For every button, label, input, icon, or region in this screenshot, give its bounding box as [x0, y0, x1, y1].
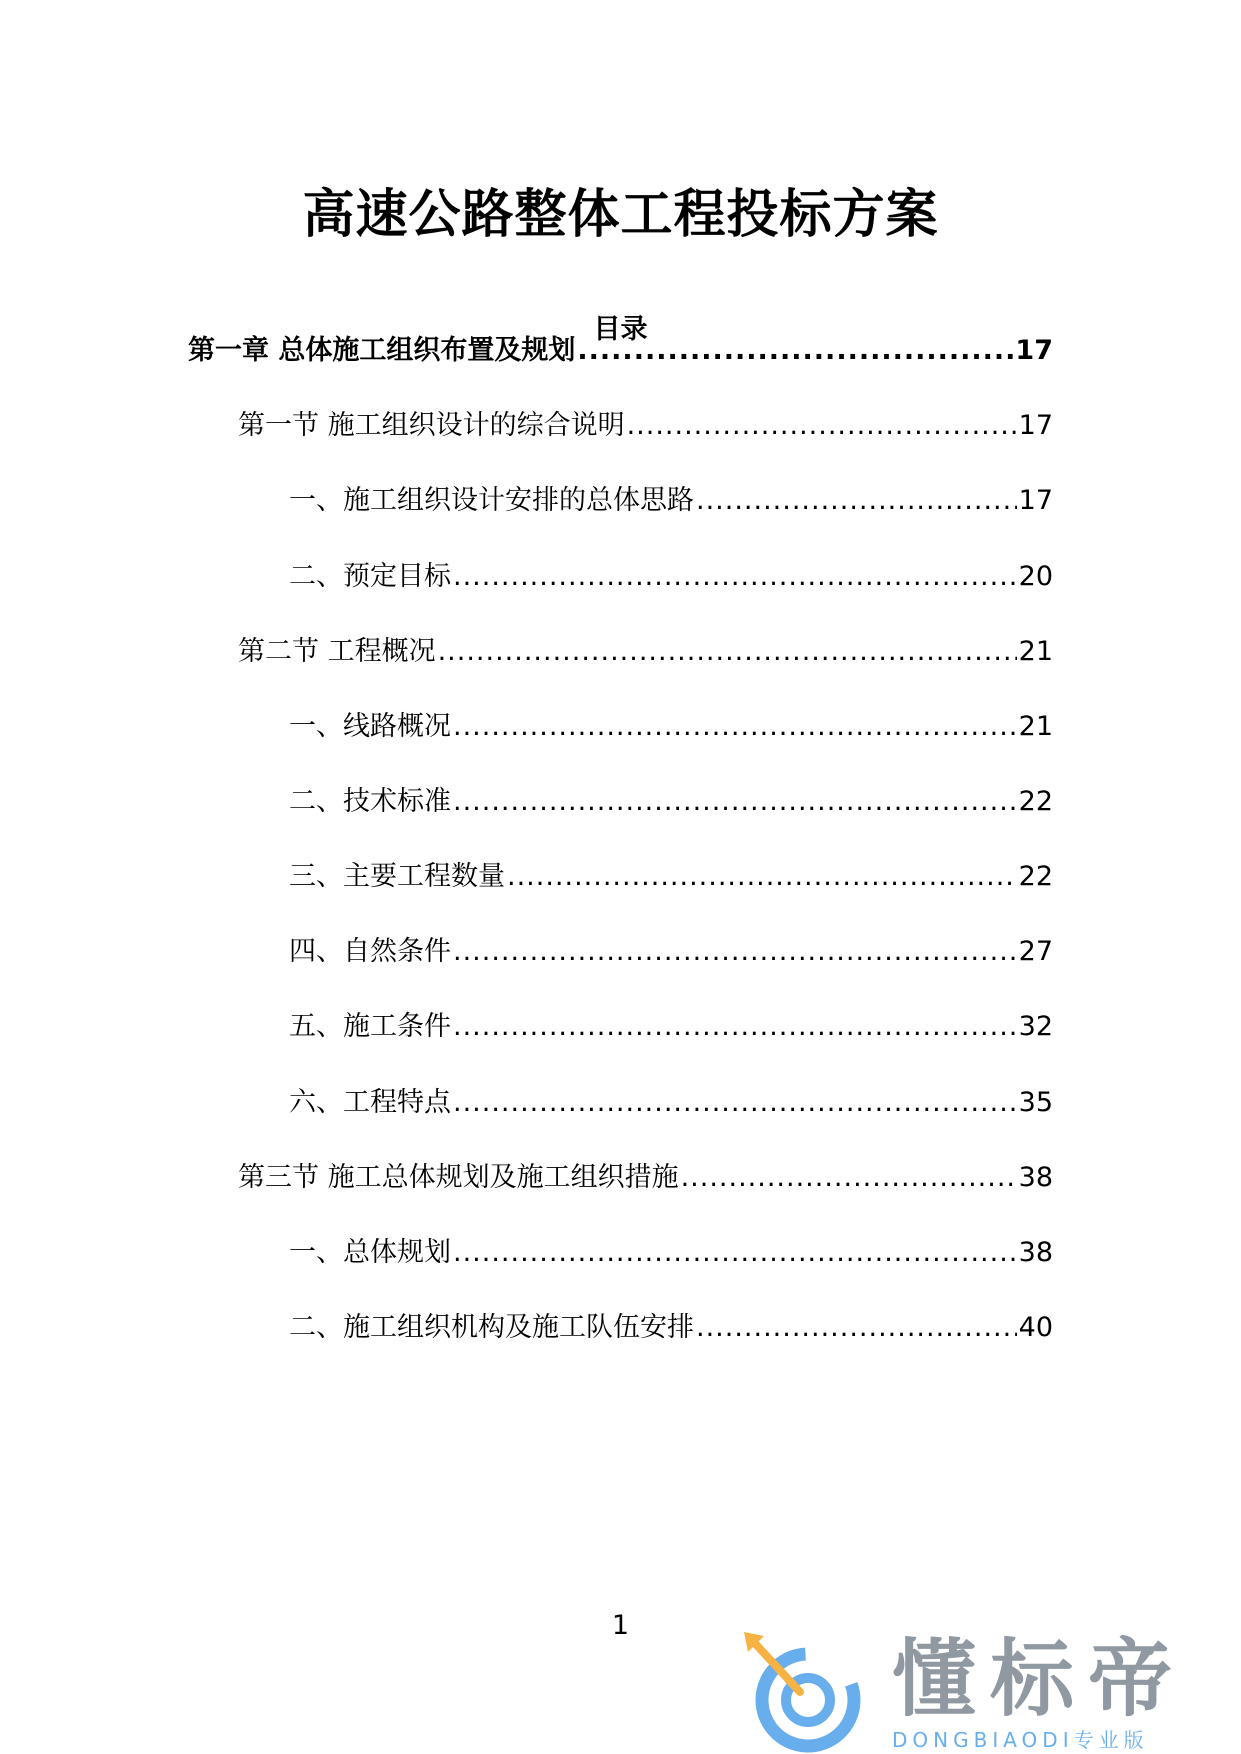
toc-leader-dots	[453, 782, 1017, 822]
toc-entry-text: 第三节 施工总体规划及施工组织措施	[238, 1162, 679, 1193]
toc-entry-text: 一、线路概况	[289, 711, 451, 742]
toc-page-number: 27	[1018, 936, 1053, 967]
toc-entry-text: 第二节 工程概况	[238, 636, 436, 667]
toc-page-number: 22	[1018, 861, 1053, 892]
toc-page-number: 17	[1018, 485, 1053, 516]
toc-entry-text: 四、自然条件	[289, 936, 451, 967]
toc-page-number: 40	[1018, 1312, 1053, 1343]
toc-page-number: 17	[1018, 410, 1053, 441]
watermark	[740, 1628, 1220, 1754]
toc-leader-dots	[696, 1308, 1017, 1348]
toc-entry[interactable]	[289, 782, 1053, 822]
toc-page-number: 21	[1018, 711, 1053, 742]
toc-entry-text: 二、预定目标	[289, 561, 451, 592]
toc-entry[interactable]	[188, 331, 1053, 371]
toc-entry[interactable]	[289, 857, 1053, 897]
toc-entry[interactable]	[289, 557, 1053, 597]
page-number: 1	[611, 1610, 630, 1641]
toc-page-number: 22	[1018, 786, 1053, 817]
toc-entry-text: 三、主要工程数量	[289, 861, 505, 892]
toc-entry[interactable]	[238, 406, 1053, 446]
watermark-subtitle: DONGBIAODI专业版	[892, 1728, 1149, 1752]
toc-entry-text: 一、总体规划	[289, 1237, 451, 1268]
toc-page-number: 20	[1018, 561, 1053, 592]
toc-entry[interactable]	[289, 932, 1053, 972]
toc-leader-dots	[453, 1083, 1017, 1123]
toc-entry-text: 二、技术标准	[289, 786, 451, 817]
toc-entry[interactable]	[289, 707, 1053, 747]
toc-entry-text: 二、施工组织机构及施工队伍安排	[289, 1312, 694, 1343]
toc-entry-text: 第一节 施工组织设计的综合说明	[238, 410, 625, 441]
toc-leader-dots	[681, 1158, 1017, 1198]
toc-entry[interactable]	[289, 1233, 1053, 1273]
toc-entry-text: 五、施工条件	[289, 1011, 451, 1042]
toc-heading: 目录	[593, 314, 648, 345]
toc-leader-dots	[453, 707, 1017, 747]
toc-entry-text: 一、施工组织设计安排的总体思路	[289, 485, 694, 516]
toc-page-number: 32	[1018, 1011, 1053, 1042]
toc-entry[interactable]	[289, 1308, 1053, 1348]
toc-leader-dots	[453, 1233, 1017, 1273]
toc-leader-dots	[577, 331, 1013, 371]
toc-entry[interactable]	[289, 1007, 1053, 1047]
toc-entry[interactable]	[289, 1083, 1053, 1123]
watermark-brand: 懂标帝	[892, 1630, 1187, 1728]
toc-leader-dots	[453, 557, 1017, 597]
toc-entry-text: 第一章 总体施工组织布置及规划	[188, 335, 576, 366]
document-title: 高速公路整体工程投标方案	[302, 185, 939, 245]
toc-entry[interactable]	[238, 1158, 1053, 1198]
toc-leader-dots	[627, 406, 1017, 446]
toc-page-number: 35	[1018, 1087, 1053, 1118]
toc-leader-dots	[453, 1007, 1017, 1047]
toc-page-number: 38	[1018, 1162, 1053, 1193]
toc-leader-dots	[438, 632, 1017, 672]
toc-leader-dots	[507, 857, 1017, 897]
toc-leader-dots	[453, 932, 1017, 972]
toc-leader-dots	[696, 481, 1017, 521]
toc-page-number: 38	[1018, 1237, 1053, 1268]
toc-page-number: 17	[1015, 335, 1053, 366]
toc-entry[interactable]	[238, 632, 1053, 672]
toc-page-number: 21	[1018, 636, 1053, 667]
toc-entry-text: 六、工程特点	[289, 1087, 451, 1118]
target-arrow-icon	[740, 1628, 870, 1754]
toc-entry[interactable]	[289, 481, 1053, 521]
